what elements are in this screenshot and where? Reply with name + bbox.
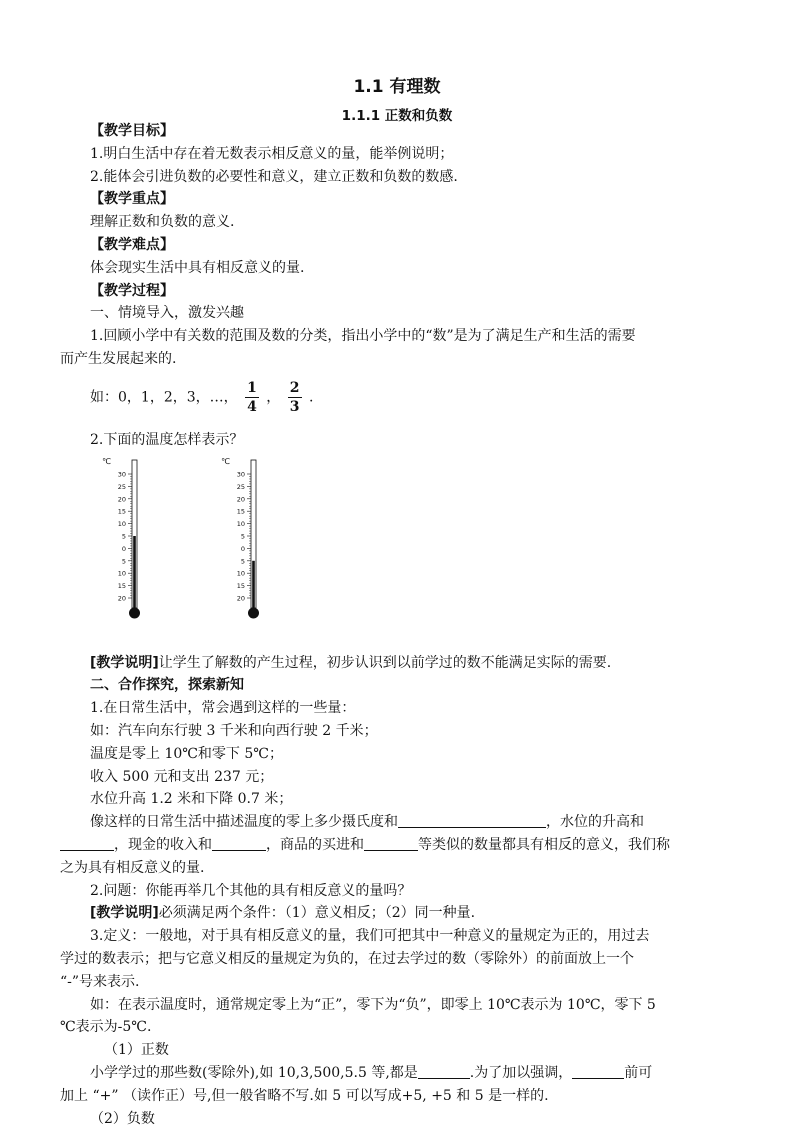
answer-blank	[418, 1064, 470, 1079]
thermometer-mercury	[252, 560, 255, 611]
thermometer-tick-label: 30	[237, 470, 245, 478]
question-1-example-d: 水位升高 1.2 米和下降 0.7 米；	[60, 788, 740, 811]
positive-number-text: 小学学过的那些数(零除外),如 10,3,500,5.5 等,都是 .为了加以强调， 前可	[60, 1062, 740, 1085]
part1-heading: 一、情境导入，激发兴趣	[60, 302, 740, 325]
answer-blank	[60, 836, 114, 851]
answer-blank	[364, 836, 418, 851]
answer-blank	[398, 813, 546, 828]
temperature-example-line1: 如：在表示温度时，通常规定零上为“正”，零下为“负”，即零上 10℃表示为 10℃，零下 5	[60, 994, 740, 1017]
temperature-example-line2: ℃表示为-5℃.	[60, 1016, 740, 1039]
question-1-example-a: 如：汽车向东行驶 3 千米和向西行驶 2 千米；	[60, 720, 740, 743]
key-point-heading: 【教学重点】	[60, 188, 740, 211]
thermometer-tick-label: 15	[118, 582, 126, 590]
thermometer-tick-label: 10	[118, 520, 126, 528]
goal-item-1: 1.明白生活中存在着无数表示相反意义的量，能举例说明；	[60, 143, 740, 166]
thermometer-tick-label: 25	[237, 482, 245, 490]
thermometer-figures	[60, 452, 740, 652]
temperature-question: 2.下面的温度怎样表示？	[60, 429, 740, 452]
question-1-example-b: 温度是零上 10℃和零下 5℃；	[60, 743, 740, 766]
thermometer-bulb	[248, 607, 259, 618]
fill-blank-paragraph: 像这样的日常生活中描述温度的零上多少摄氏度和 ，水位的升高和	[60, 811, 740, 834]
example-prefix: 如：0，1，2，3，…，	[90, 389, 238, 405]
temperature-unit-label: ℃	[221, 457, 230, 466]
thermometer-tick-label: 15	[237, 507, 245, 515]
thermometer-tick-label: 5	[241, 557, 245, 565]
process-heading: 【教学过程】	[60, 280, 740, 303]
thermometer-tick-label: 5	[122, 557, 126, 565]
negative-number-heading: （2）负数	[60, 1108, 740, 1130]
definition-line2: 学过的数表示；把与它意义相反的量规定为负的，在过去学过的数（零除外）的前面放上一个	[60, 948, 740, 971]
thermometer-tick-label: 15	[118, 507, 126, 515]
part2-heading: 二、合作探究，探索新知	[60, 674, 740, 697]
thermometer-tick-label: 5	[122, 532, 126, 540]
number-example: 如：0，1，2，3，…， $\frac{1}{4}$ ， $\frac{2}{3}$ .	[60, 371, 740, 427]
goal-item-2: 2.能体会引进负数的必要性和意义，建立正数和负数的数感.	[60, 166, 740, 189]
thermometer-tick-label: 30	[118, 470, 126, 478]
goal-heading: 【教学目标】	[60, 120, 740, 143]
positive-number-heading: （1）正数	[60, 1039, 740, 1062]
question-1-example-c: 收入 500 元和支出 237 元；	[60, 766, 740, 789]
thermometer-tick-label: 25	[118, 482, 126, 490]
fraction-one-quarter: $\frac{1}{4}$	[245, 379, 259, 416]
thermometer-mercury	[133, 536, 136, 612]
teaching-note-2: [教学说明]必须满足两个条件：（1）意义相反；（2）同一种量.	[60, 902, 740, 925]
answer-blank	[212, 836, 266, 851]
definition-line1: 3.定义：一般地，对于具有相反意义的量，我们可把其中一种意义的量规定为正的，用过去	[60, 925, 740, 948]
page-subtitle: 1.1.1 正数和负数	[0, 104, 794, 124]
thermometer-tick-label: 20	[237, 495, 245, 503]
definition-line3: “-”号来表示.	[60, 971, 740, 994]
thermometer-tick-label: 15	[237, 582, 245, 590]
difficulty-text: 体会现实生活中具有相反意义的量.	[60, 257, 740, 280]
question-2: 2.问题：你能再举几个其他的具有相反意义的量吗？	[60, 880, 740, 903]
key-point-text: 理解正数和负数的意义.	[60, 211, 740, 234]
thermometer-bulb	[129, 607, 140, 618]
question-1: 1.在日常生活中，常会遇到这样的一些量：	[60, 697, 740, 720]
temperature-unit-label: ℃	[102, 457, 111, 466]
difficulty-heading: 【教学难点】	[60, 234, 740, 257]
fill-blank-paragraph-line3: 之为具有相反意义的量.	[60, 857, 740, 880]
thermometer-tick-label: 0	[241, 544, 245, 552]
thermometer-tick-label: 20	[118, 594, 126, 602]
thermometer-tick-label: 20	[118, 495, 126, 503]
thermometer-figure	[60, 452, 740, 652]
thermometer-tick-label: 5	[241, 532, 245, 540]
fill-blank-paragraph-line2: ，现金的收入和 ，商品的买进和 等类似的数量都具有相反的意义，我们称	[60, 834, 740, 857]
fraction-two-thirds: $\frac{2}{3}$	[288, 379, 302, 416]
page-title: 1.1 有理数	[0, 72, 794, 97]
teaching-note-1: [教学说明]让学生了解数的产生过程，初步认识到以前学过的数不能满足实际的需要.	[60, 652, 740, 675]
teaching-note-label: [教学说明]	[90, 655, 159, 671]
positive-number-text-line2: 加上 “+” （读作正）号,但一般省略不写.如 5 可以写成+5, +5 和 5 是一样的.	[60, 1085, 740, 1108]
answer-blank	[572, 1064, 624, 1079]
thermometer-tick-label: 10	[237, 520, 245, 528]
thermometer-tick-label: 0	[122, 544, 126, 552]
part1-paragraph-line2: 而产生发展起来的.	[60, 348, 740, 371]
part1-paragraph-line1: 1.回顾小学中有关数的范围及数的分类，指出小学中的“数”是为了满足生产和生活的需要	[60, 325, 740, 348]
thermometer-tick-label: 10	[237, 569, 245, 577]
document-body	[60, 120, 740, 1130]
thermometer-tick-label: 10	[118, 569, 126, 577]
thermometer-tick-label: 20	[237, 594, 245, 602]
teaching-note-label: [教学说明]	[90, 905, 159, 921]
